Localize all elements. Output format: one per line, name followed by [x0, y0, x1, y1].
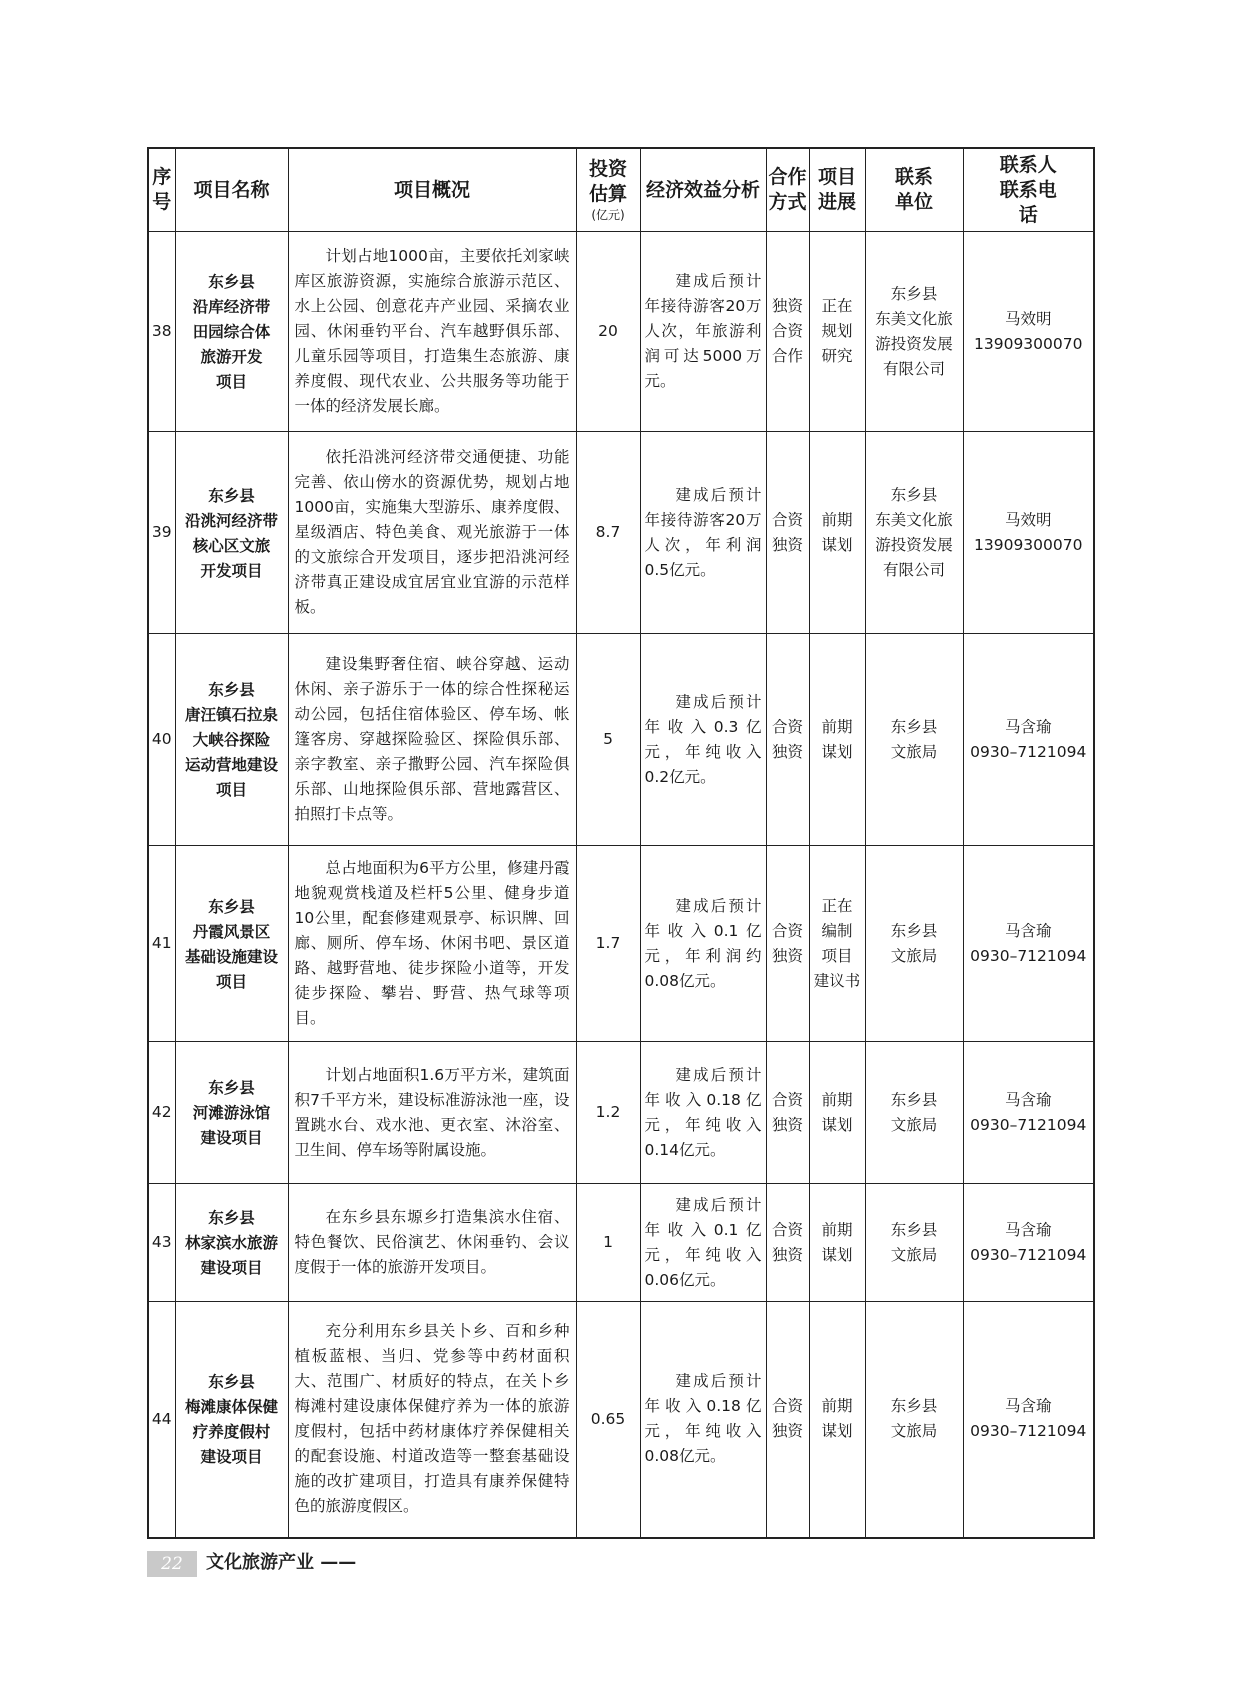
header-unit-label: 联系单位 — [895, 166, 934, 213]
row-invest: 1 — [576, 1184, 640, 1302]
row-project-name: 东乡县 丹霞风景区 基础设施建设 项目 — [175, 846, 288, 1042]
table-row — [148, 232, 1094, 432]
row-benefit-text: 建成后预计年收入0.18亿元，年纯收入0.08亿元。 — [644, 1372, 762, 1466]
project-table — [147, 147, 1095, 1539]
row-contact-person: 马效明 13909300070 — [963, 432, 1094, 634]
table-row — [148, 1042, 1094, 1184]
row-overview-text: 充分利用东乡县关卜乡、百和乡种植板蓝根、当归、党参等中药材面积大、范围广、材质好的特点，在关卜乡梅滩村建设康体保健疗养为一体的旅游度假村，包括中药材康体疗养保健相关的配套设施、村道改造等一整套基础设施的改扩建项目，打造具有康养保健特色的旅游度假区。 — [294, 1322, 570, 1516]
row-contact-unit: 东乡县 文旅局 — [865, 1042, 963, 1184]
header-coop — [766, 148, 809, 232]
row-coop-mode: 合资 独资 — [766, 432, 809, 634]
row-benefit — [640, 634, 766, 846]
header-overview: 项目概况 — [288, 148, 576, 232]
row-seq: 41 — [148, 846, 175, 1042]
row-contact-unit: 东乡县 文旅局 — [865, 634, 963, 846]
row-overview — [288, 1042, 576, 1184]
table-row — [148, 846, 1094, 1042]
header-seq — [148, 148, 175, 232]
row-progress: 前期 谋划 — [809, 1184, 865, 1302]
row-contact-unit: 东乡县 东美文化旅 游投资发展 有限公司 — [865, 432, 963, 634]
row-contact-person: 马效明 13909300070 — [963, 232, 1094, 432]
row-seq: 40 — [148, 634, 175, 846]
row-coop-mode: 合资 独资 — [766, 1184, 809, 1302]
row-contact-unit: 东乡县 文旅局 — [865, 846, 963, 1042]
row-contact-unit: 东乡县 文旅局 — [865, 1302, 963, 1538]
row-benefit — [640, 432, 766, 634]
row-coop-mode: 合资 独资 — [766, 1042, 809, 1184]
row-overview — [288, 1302, 576, 1538]
row-contact-person: 马含瑜 0930–7121094 — [963, 1042, 1094, 1184]
row-seq: 38 — [148, 232, 175, 432]
row-benefit — [640, 1042, 766, 1184]
row-overview — [288, 432, 576, 634]
row-project-name: 东乡县 林家滨水旅游 建设项目 — [175, 1184, 288, 1302]
row-benefit-text: 建成后预计年接待游客20万人次，年利润0.5亿元。 — [644, 485, 762, 579]
row-overview — [288, 1184, 576, 1302]
row-coop-mode: 独资 合资 合作 — [766, 232, 809, 432]
row-seq: 42 — [148, 1042, 175, 1184]
row-seq: 39 — [148, 432, 175, 634]
row-overview-text: 依托沿洮河经济带交通便捷、功能完善、依山傍水的资源优势，规划占地1000亩，实施集大型游乐、康养度假、星级酒店、特色美食、观光旅游于一体的文旅综合开发项目，逐步把沿洮河经济带真正建设成宜居宜业宜游的示范样板。 — [294, 448, 570, 616]
row-overview-text: 计划占地面积1.6万平方米，建筑面积7千平方米，建设标准游泳池一座，设置跳水台、戏水池、更衣室、沐浴室、卫生间、停车场等附属设施。 — [294, 1065, 570, 1159]
row-invest: 1.2 — [576, 1042, 640, 1184]
page-number: 22 — [161, 1554, 183, 1574]
row-seq: 43 — [148, 1184, 175, 1302]
header-progress — [809, 148, 865, 232]
row-benefit — [640, 846, 766, 1042]
table-row — [148, 634, 1094, 846]
header-coop-label: 合作方式 — [768, 166, 807, 213]
row-progress: 前期 谋划 — [809, 1302, 865, 1538]
header-contact-label: 联系人联系电话 — [999, 153, 1057, 226]
row-overview — [288, 232, 576, 432]
row-invest: 1.7 — [576, 846, 640, 1042]
table-row — [148, 432, 1094, 634]
row-benefit-text: 建成后预计年收入0.1亿元，年纯收入0.06亿元。 — [644, 1195, 762, 1289]
row-overview-text: 计划占地1000亩，主要依托刘家峡库区旅游资源，实施综合旅游示范区、水上公园、创意花卉产业园、采摘农业园、休闲垂钓平台、汽车越野俱乐部、儿童乐园等项目，打造集生态旅游、康养度假、现代农业、公共服务等功能于一体的经济发展长廊。 — [294, 247, 570, 415]
row-project-name: 东乡县 唐汪镇石拉泉 大峡谷探险 运动营地建设 项目 — [175, 634, 288, 846]
row-invest: 8.7 — [576, 432, 640, 634]
row-project-name: 东乡县 梅滩康体保健 疗养度假村 建设项目 — [175, 1302, 288, 1538]
row-progress: 正在 规划 研究 — [809, 232, 865, 432]
row-progress: 正在 编制 项目 建议书 — [809, 846, 865, 1042]
row-project-name: 东乡县 沿库经济带 田园综合体 旅游开发 项目 — [175, 232, 288, 432]
header-benefit: 经济效益分析 — [640, 148, 766, 232]
row-progress: 前期 谋划 — [809, 432, 865, 634]
header-invest-label: 投资估算 — [589, 158, 628, 205]
row-coop-mode: 合资 独资 — [766, 1302, 809, 1538]
table-row — [148, 1302, 1094, 1538]
row-project-name: 东乡县 河滩游泳馆 建设项目 — [175, 1042, 288, 1184]
row-benefit — [640, 1302, 766, 1538]
row-contact-person: 马含瑜 0930–7121094 — [963, 1302, 1094, 1538]
row-overview — [288, 846, 576, 1042]
row-overview-text: 建设集野奢住宿、峡谷穿越、运动休闲、亲子游乐于一体的综合性探秘运动公园，包括住宿体验区、停车场、帐篷客房、穿越探险验区、探险俱乐部、亲字教室、亲子撒野公园、汽车探险俱乐部、山地探险俱乐部、营地露营区、拍照打卡点等。 — [294, 655, 570, 823]
header-contact — [963, 148, 1094, 232]
row-overview — [288, 634, 576, 846]
row-contact-person: 马含瑜 0930–7121094 — [963, 846, 1094, 1042]
row-invest: 20 — [576, 232, 640, 432]
row-overview-text: 总占地面积为6平方公里，修建丹霞地貌观赏栈道及栏杆5公里、健身步道10公里，配套修建观景亭、标识牌、回廊、厕所、停车场、休闲书吧、景区道路、越野营地、徒步探险小道等，开发徒步探险、攀岩、野营、热气球等项目。 — [294, 859, 570, 1027]
row-benefit — [640, 1184, 766, 1302]
row-benefit-text: 建成后预计年收入0.3亿元，年纯收入0.2亿元。 — [644, 692, 762, 786]
row-overview-text: 在东乡县东塬乡打造集滨水住宿、特色餐饮、民俗演艺、休闲垂钓、会议度假于一体的旅游开发项目。 — [294, 1208, 570, 1276]
row-coop-mode: 合资 独资 — [766, 634, 809, 846]
row-project-name: 东乡县 沿洮河经济带 核心区文旅 开发项目 — [175, 432, 288, 634]
row-invest: 5 — [576, 634, 640, 846]
row-contact-unit: 东乡县 文旅局 — [865, 1184, 963, 1302]
header-unit — [865, 148, 963, 232]
row-coop-mode: 合资 独资 — [766, 846, 809, 1042]
row-benefit-text: 建成后预计年接待游客20万人次，年旅游利润可达5000万元。 — [644, 272, 762, 390]
row-progress: 前期 谋划 — [809, 1042, 865, 1184]
row-seq: 44 — [148, 1302, 175, 1538]
header-progress-label: 项目进展 — [818, 166, 857, 213]
row-contact-unit: 东乡县 东美文化旅 游投资发展 有限公司 — [865, 232, 963, 432]
table-header-row — [148, 148, 1094, 232]
row-contact-person: 马含瑜 0930–7121094 — [963, 634, 1094, 846]
header-name: 项目名称 — [175, 148, 288, 232]
row-contact-person: 马含瑜 0930–7121094 — [963, 1184, 1094, 1302]
row-benefit — [640, 232, 766, 432]
header-invest-unit: (亿元) — [591, 208, 625, 222]
header-invest — [576, 148, 640, 232]
header-seq-label: 序号 — [152, 166, 172, 213]
row-benefit-text: 建成后预计年收入0.1亿元，年利润约0.08亿元。 — [644, 896, 762, 990]
section-label: 文化旅游产业 —— — [206, 1552, 357, 1573]
row-invest: 0.65 — [576, 1302, 640, 1538]
table-row — [148, 1184, 1094, 1302]
row-progress: 前期 谋划 — [809, 634, 865, 846]
row-benefit-text: 建成后预计年收入0.18亿元，年纯收入0.14亿元。 — [644, 1065, 762, 1159]
